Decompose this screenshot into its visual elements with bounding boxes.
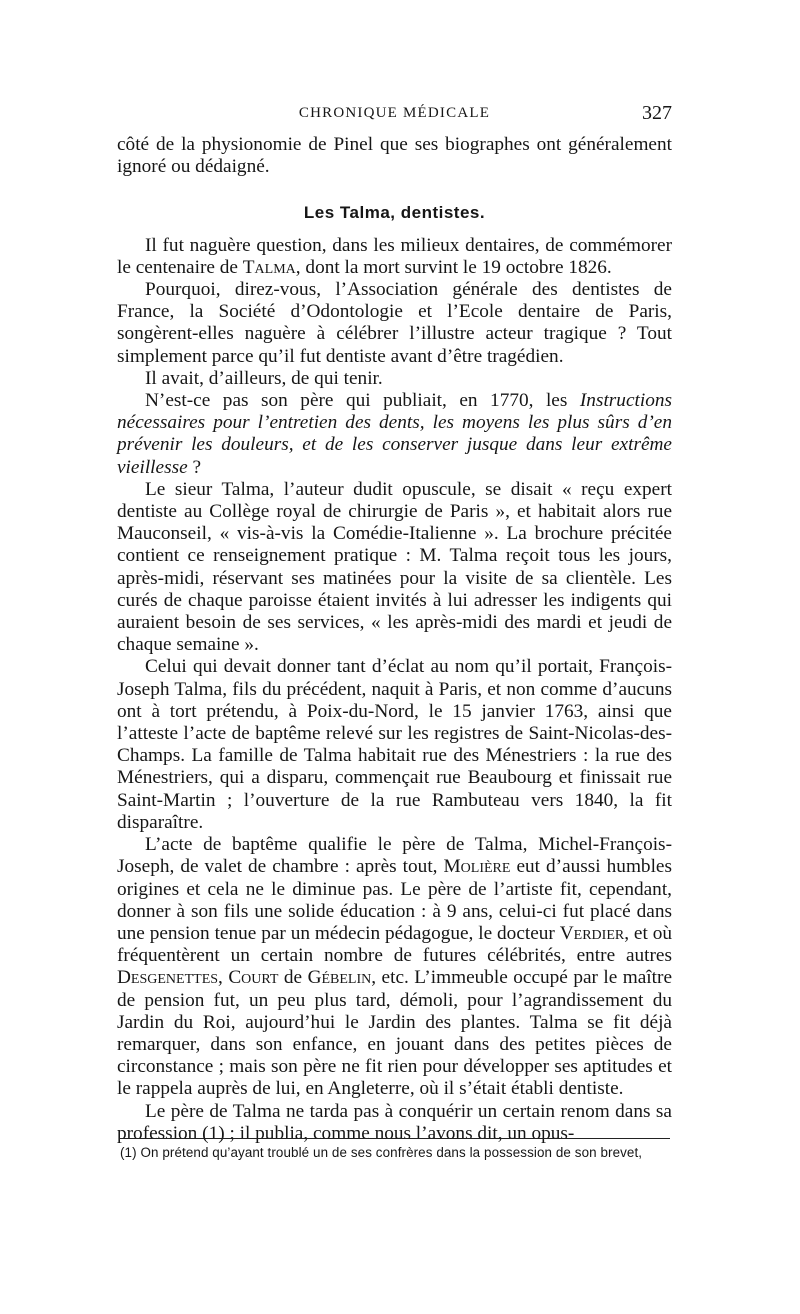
name-desgenettes: Desgenettes	[117, 967, 219, 989]
page-number: 327	[642, 102, 672, 124]
paragraph-text: L’acte de baptême qualifie le père de Talma, Michel-François-Joseph, de valet de chambre : après tout,	[117, 834, 672, 878]
paragraph-text: N’est-ce pas son père qui publiait, en 1770, les	[145, 390, 580, 412]
footnote: (1) On prétend qu’ayant troublé un de ses confrères dans la possession de son brevet,	[120, 1145, 643, 1160]
paragraph: Pourquoi, direz-vous, l’Association générale des dentistes de France, la Société d’Odontologie et l’Ecole dentaire de Paris, songèrent-elles naguère à célébrer l’illustre acteur tragique ? Tout simplement parce qu’il fut dentiste avant d’être tragédien.	[117, 279, 672, 367]
paragraph	[117, 235, 672, 279]
running-header	[117, 102, 672, 129]
paragraph	[117, 390, 672, 479]
book-title: Instructions nécessaires pour l’entretien des dents, les moyens les plus sûrs d’en prévenir les douleurs, et de les conserver jusque dans leur extrême vieillesse	[117, 390, 672, 478]
paragraph-text: Il fut naguère question, dans les milieux dentaires, de commémorer le centenaire de	[117, 234, 672, 278]
paragraph-text: , dont la mort survint le 19 octobre 1826.	[295, 256, 612, 278]
footnote-rule	[120, 1138, 670, 1139]
paragraph-text: ?	[187, 456, 202, 478]
name-moliere: Molière	[443, 856, 511, 878]
running-title: CHRONIQUE MÉDICALE	[298, 105, 491, 121]
paragraph: Il avait, d’ailleurs, de qui tenir.	[145, 367, 383, 389]
paragraph: Le sieur Talma, l’auteur dudit opuscule, se disait « reçu expert dentiste au Collège royal de chirurgie de Paris », et habitait alors rue Mauconseil, « vis-à-vis la Comédie-Italienne ». La brochure précitée contient ce renseignement pratique : M. Talma reçoit tous les jours, après-midi, réservant ses matinées pour la visite de sa clientèle. Les curés de chaque paroisse étaient invités à lui adresser les indigents qui auraient besoin de ses services, « les après-midi des mardi et jeudi de chaque semaine ».	[117, 478, 672, 656]
paragraph-continuation: côté de la physionomie de Pinel que ses biographes ont généralement ignoré ou dédaigné.	[117, 134, 672, 178]
body-text	[117, 134, 672, 1145]
name-gebelin: Gébelin	[307, 967, 372, 989]
paragraph: Celui qui devait donner tant d’éclat au nom qu’il portait, François-Joseph Talma, fils du précédent, naquit à Paris, et non comme d’aucuns ont à tort prétendu, à Poix-du-Nord, le 15 janvier 1763, ainsi que l’atteste l’acte de baptême relevé sur les registres de Saint-Nicolas-des-Champs. La famille de Talma habitait rue des Ménestriers : la rue des Ménestriers, qui a disparu, commençait rue Beaubourg et finissait rue Saint-Martin ; l’ouverture de la rue Rambuteau vers 1840, la fit disparaître.	[117, 656, 672, 833]
paragraph: Le père de Talma ne tarda pas à conquérir un certain renom dans sa profession (1) ; il publia, comme nous l’avons dit, un opus-	[117, 1100, 672, 1144]
paragraph-text: ,	[218, 967, 229, 989]
paragraph	[117, 834, 672, 1100]
paragraph-text: de	[278, 967, 308, 989]
paragraph-text: , etc. L’immeuble occupé par le maître de pension fut, un peu plus tard, démoli, pour l’agrandissement du Jardin du Roi, aujourd’hui le Jardin des plantes. Talma se fit déjà remarquer, dans son enfance, en jouant dans des petites pièces de circonstance ; mais son père ne fit rien pour développer ses aptitudes et le rappela auprès de lui, en Angleterre, où il s’était établi dentiste.	[117, 967, 673, 1100]
name-verdier: Verdier	[559, 922, 625, 944]
name-court: Court	[228, 967, 279, 989]
paragraph-text: , et où fréquentèrent un certain nombre de futures célébrités, entre autres	[117, 922, 672, 967]
section-title: Les Talma, dentistes.	[303, 203, 486, 223]
name-talma: Talma	[242, 256, 296, 278]
paragraph-text: eut d’aussi humbles origines et cela ne le diminue pas. Le père de l’artiste fit, cependant, donner à son fils une solide éducation : à 9 ans, celui-ci fut placé dans une pension tenue par un médecin pédagogue, le docteur	[117, 856, 672, 944]
